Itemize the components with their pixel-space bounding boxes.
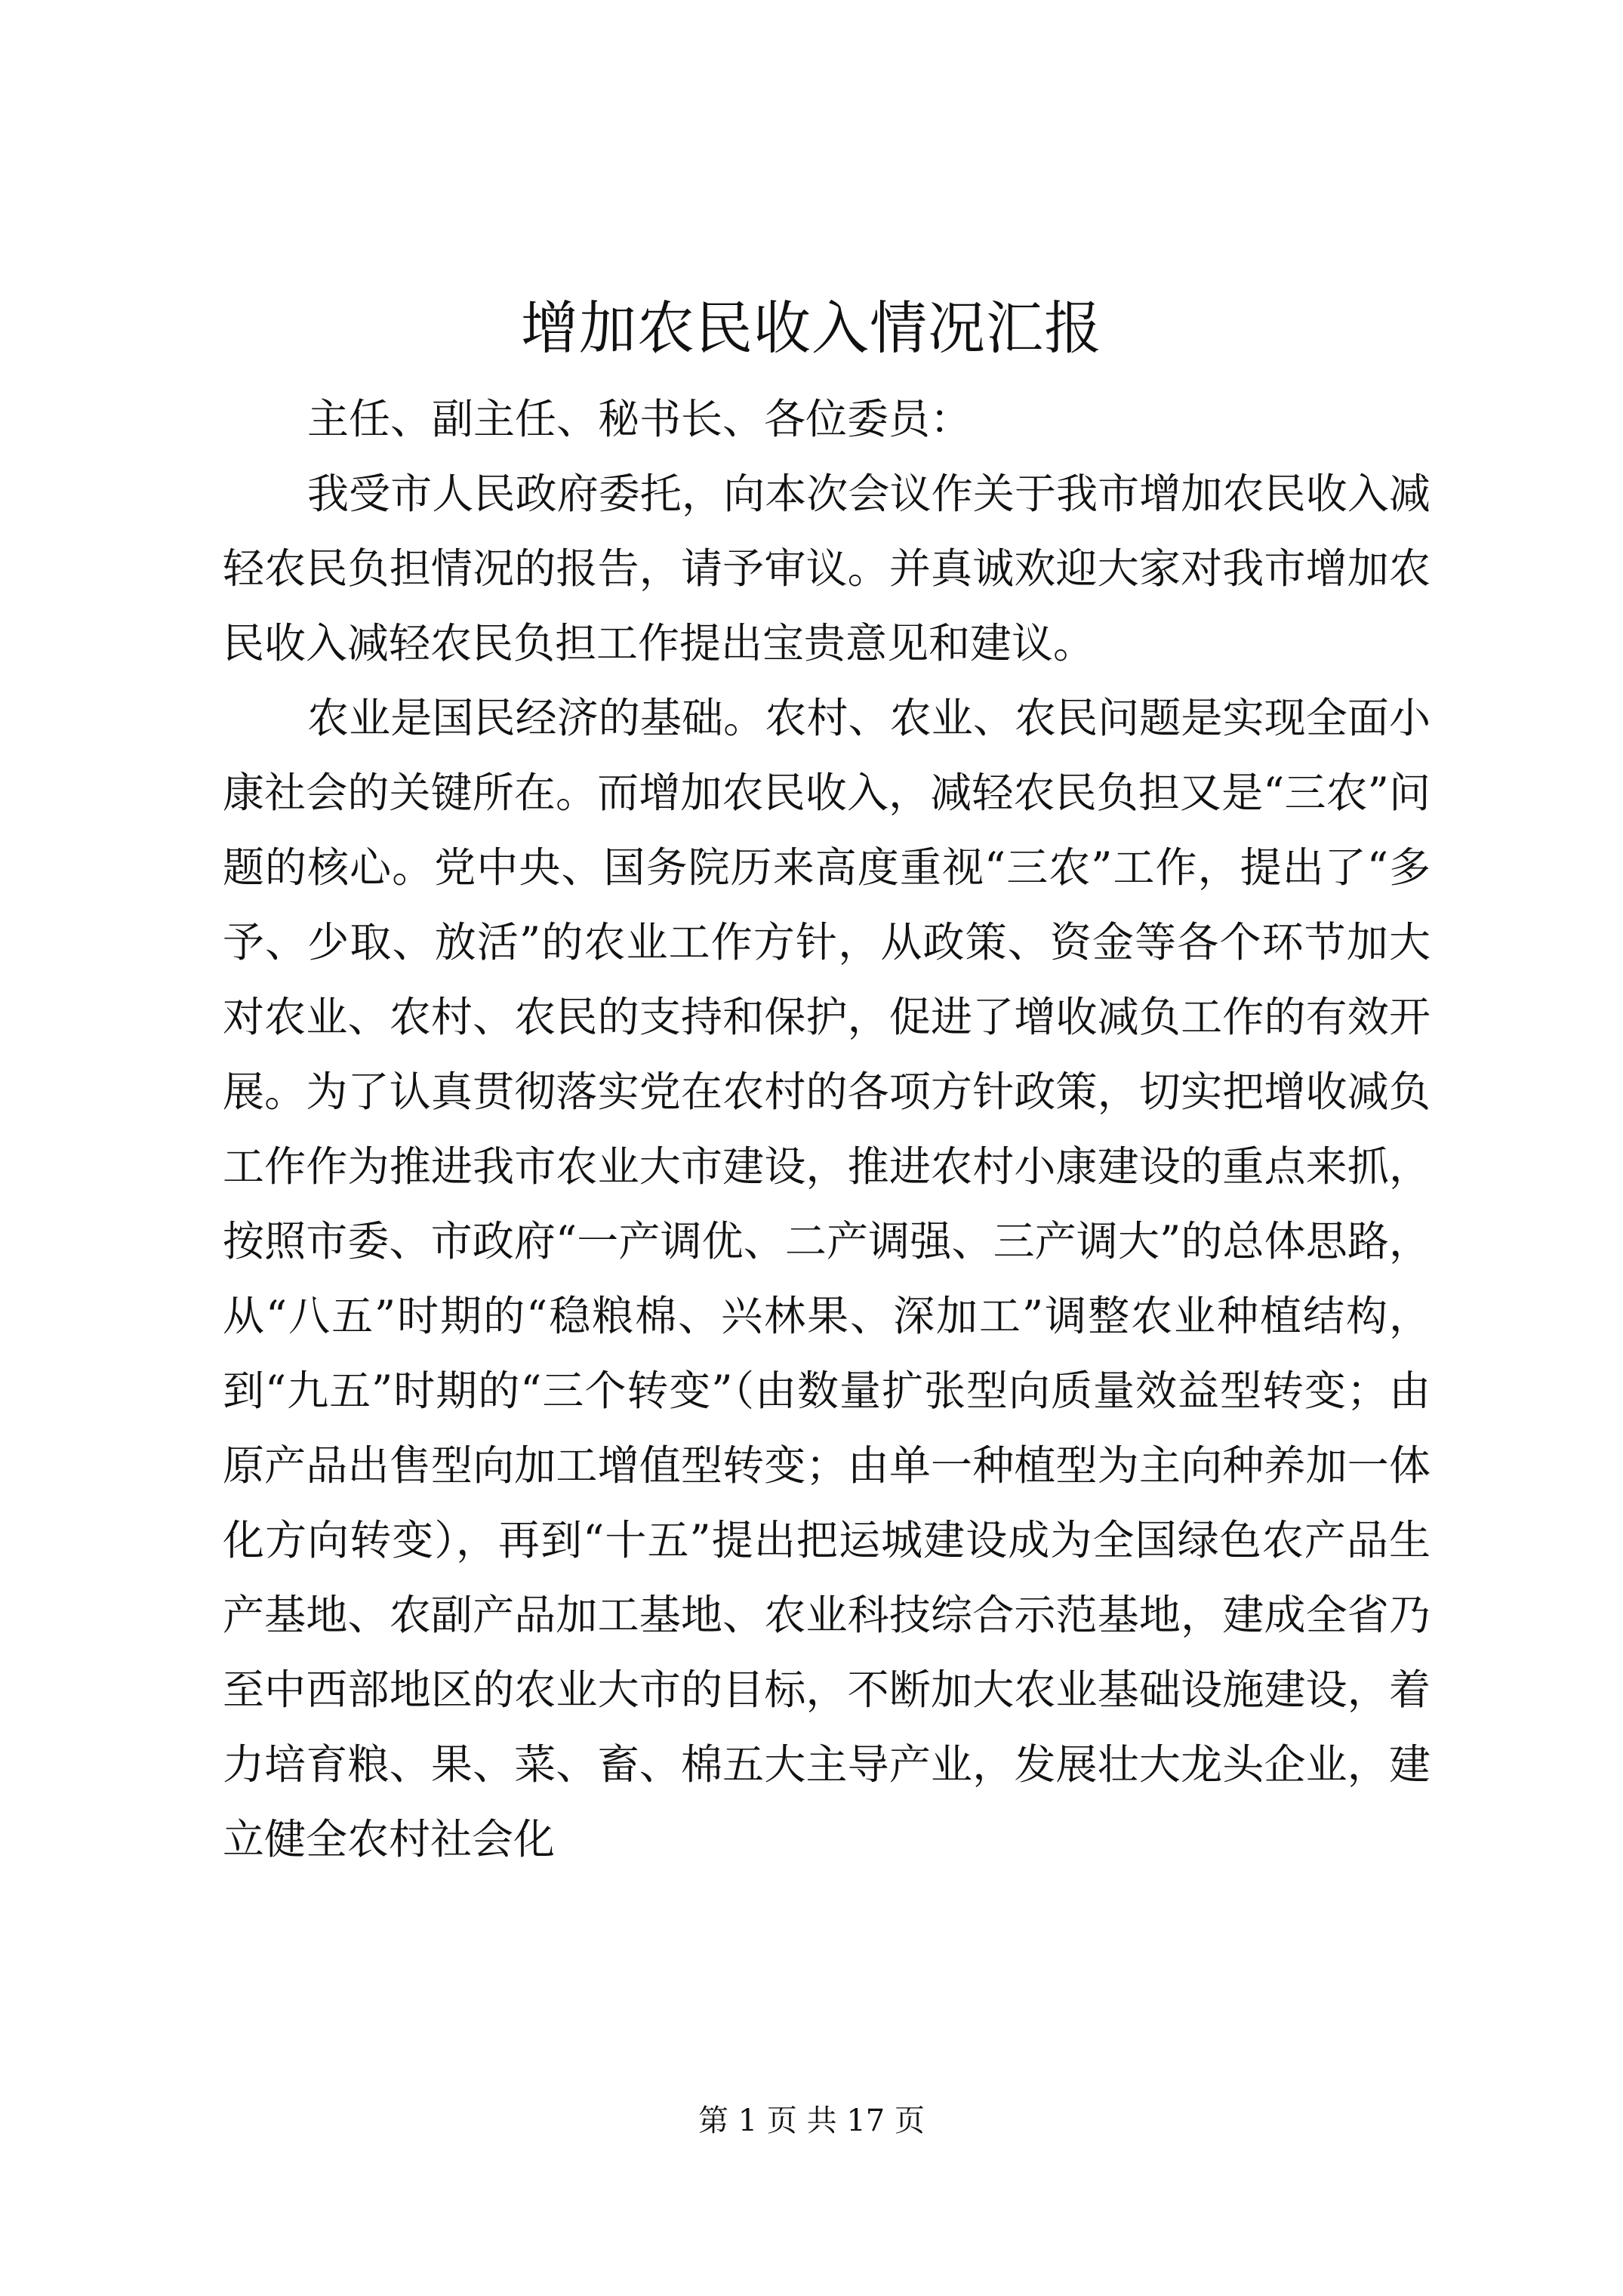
salutation-paragraph: 主任、副主任、秘书长、各位委员： [307,395,972,443]
document-title: 增加农民收入情况汇报 [521,294,1102,362]
body-paragraph: 农业是国民经济的基础。农村、农业、农民问题是实现全面小康社会的关键所在。而增加农民收入，减轻农民负担又是“三农”问题的核心。党中央、国务院历来高度重视“三农”工作，提出了“多予、少取、放活”的农业工作方针，从政策、资金等各个环节加大对农业、农村、农民的支持和保护，促进了增收减负工作的有效开展。为了认真贯彻落实党在农村的各项方针政策，切实把增收减负工作作为推进我市农业大市建设，推进农村小康建设的重点来抓，按照市委、市政府“一产调优、二产调强、三产调大”的总体思路，从“八五”时期的“稳粮棉、兴林果、深加工”调整农业种植结构，到“九五”时期的“三个转变”（由数量扩张型向质量效益型转变；由原产品出售型向加工增值型转变；由单一种植型为主向种养加一体化方向转变），再到“十五”提出把运城建设成为全国绿色农产品生产基地、农副产品加工基地、农业科技综合示范基地，建成全省乃至中西部地区的农业大市的目标，不断加大农业基础设施建设，着力培育粮、果、菜、畜、棉五大主导产业，发展壮大龙头企业，建立健全农村社会化 [223,694,1431,1863]
document-body [223,382,1431,1877]
intro-paragraph: 我受市人民政府委托，向本次会议作关于我市增加农民收入减轻农民负担情况的报告，请予审议。并真诚欢迎大家对我市增加农民收入减轻农民负担工作提出宝贵意见和建议。 [223,470,1431,667]
page-number-footer: 第 1 页 共 17 页 [698,2103,925,2138]
